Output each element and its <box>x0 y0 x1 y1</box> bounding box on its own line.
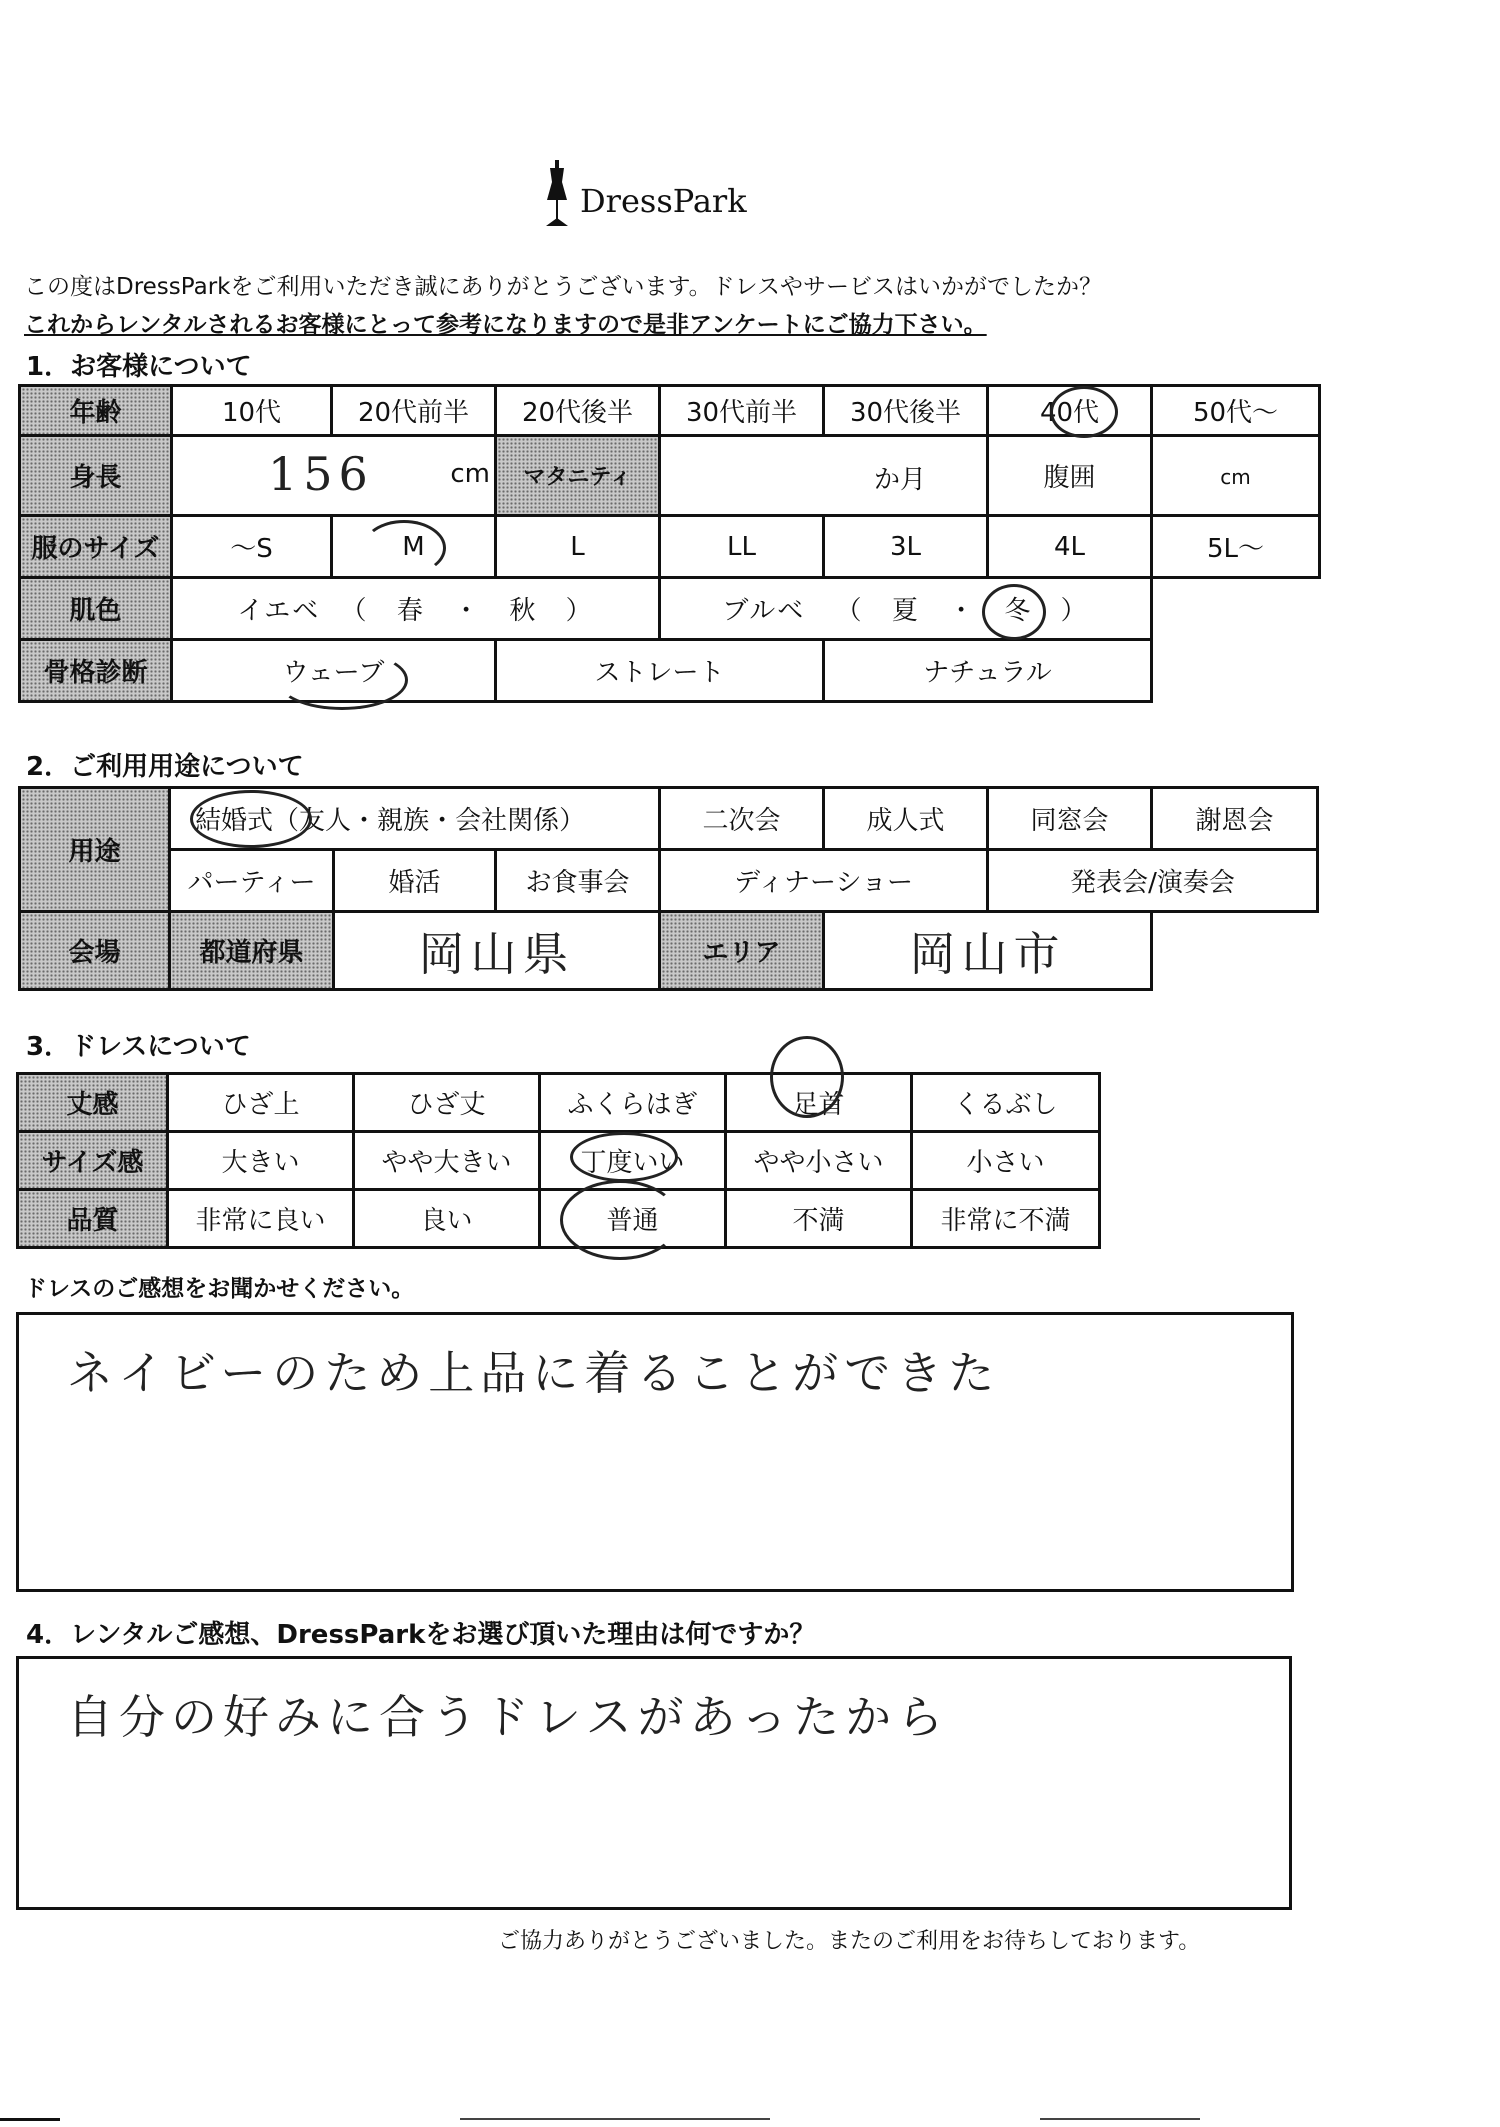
dot: ・ <box>453 596 482 626</box>
length-option[interactable]: ふくらはぎ <box>540 1074 726 1132</box>
purpose-friend[interactable]: 友人 <box>299 806 352 836</box>
scan-line <box>460 2118 770 2120</box>
purpose-wedding[interactable]: 結婚式 <box>195 806 274 836</box>
purpose-option[interactable]: 成人式 <box>824 788 988 850</box>
reason-box[interactable] <box>16 1656 1292 1910</box>
purpose-option[interactable]: 二次会 <box>660 788 824 850</box>
age-option[interactable]: 20代後半 <box>496 386 660 436</box>
height-value: 156 <box>268 447 374 501</box>
paren: （ <box>273 806 300 836</box>
reason-text: 自分の好みに合うドレスがあったから <box>67 1690 950 1744</box>
purpose-option[interactable]: 謝恩会 <box>1152 788 1318 850</box>
intro-line-2: これからレンタルされるお客様にとって参考になりますので是非アンケートにご協力下さい。 <box>24 312 987 338</box>
brand-name: DressPark <box>580 182 747 220</box>
skin-label: 肌色 <box>20 578 172 640</box>
age-option[interactable]: 20代前半 <box>332 386 496 436</box>
size-option[interactable]: 4L <box>988 516 1152 578</box>
waist-unit: cm <box>1220 464 1251 489</box>
fit-option-selected[interactable]: 丁度いい <box>540 1132 726 1190</box>
dot: ・ <box>948 596 977 626</box>
purpose-label: 用途 <box>20 788 170 912</box>
frame-label: 骨格診断 <box>20 640 172 702</box>
fit-option[interactable]: 小さい <box>912 1132 1100 1190</box>
purpose-option[interactable]: 発表会/演奏会 <box>988 850 1318 912</box>
age-option[interactable]: 30代前半 <box>660 386 824 436</box>
skin-yellow-cell[interactable] <box>172 578 660 640</box>
dress-table <box>16 1072 1101 1249</box>
area-label: エリア <box>660 912 824 990</box>
paren: ） <box>1060 596 1089 626</box>
circle-mark-size <box>362 520 446 576</box>
skin-yellow: イエベ <box>237 596 321 626</box>
purpose-option[interactable]: 同窓会 <box>988 788 1152 850</box>
size-option[interactable]: LL <box>660 516 824 578</box>
circle-mark-frame <box>276 650 408 710</box>
empty-cell <box>1152 912 1318 990</box>
age-option[interactable]: 30代後半 <box>824 386 988 436</box>
circle-mark-length <box>770 1036 844 1118</box>
brand-logo <box>540 160 780 230</box>
area-cell[interactable] <box>824 912 1152 990</box>
frame-option-selected[interactable]: ウェーブ <box>172 640 496 702</box>
age-option-selected[interactable]: 40代 <box>988 386 1152 436</box>
paren: （ <box>340 596 369 626</box>
section-1-title: 1．お客様について <box>26 352 252 382</box>
scan-line <box>1040 2118 1200 2120</box>
age-option[interactable]: 50代〜 <box>1152 386 1320 436</box>
venue-label: 会場 <box>20 912 170 990</box>
frame-option[interactable]: ストレート <box>496 640 824 702</box>
quality-option[interactable]: 非常に良い <box>168 1190 354 1248</box>
waist-label: 腹囲 <box>988 436 1152 516</box>
waist-cell[interactable] <box>1152 436 1320 516</box>
fit-option[interactable]: やや小さい <box>726 1132 912 1190</box>
circle-mark-quality <box>560 1180 680 1260</box>
skin-spring[interactable]: 春 <box>396 596 425 626</box>
scan-line <box>0 2118 60 2121</box>
size-option[interactable]: 〜S <box>172 516 332 578</box>
quality-option-selected[interactable]: 普通 <box>540 1190 726 1248</box>
length-option-selected[interactable]: 足首 <box>726 1074 912 1132</box>
area-value: 岡山市 <box>909 926 1066 981</box>
frame-option[interactable]: ナチュラル <box>824 640 1152 702</box>
paren: （ <box>835 596 864 626</box>
intro-line-1: この度はDressParkをご利用いただき誠にありがとうございます。ドレスやサービスはいかがでしたか？ <box>24 274 1102 300</box>
prefecture-value: 岡山県 <box>418 926 575 981</box>
section-2-title: 2．ご利用用途について <box>26 752 304 782</box>
height-cell[interactable] <box>172 436 496 516</box>
skin-blue-cell[interactable] <box>660 578 1152 640</box>
purpose-option[interactable]: 婚活 <box>334 850 496 912</box>
height-label: 身長 <box>20 436 172 516</box>
height-unit: cm <box>450 459 490 489</box>
prefecture-cell[interactable] <box>334 912 660 990</box>
age-option[interactable]: 10代 <box>172 386 332 436</box>
quality-label: 品質 <box>18 1190 168 1248</box>
maternity-cell[interactable] <box>660 436 988 516</box>
months-unit: か月 <box>873 465 926 495</box>
empty-cell <box>1152 578 1320 640</box>
length-option[interactable]: ひざ上 <box>168 1074 354 1132</box>
circle-mark-age <box>1050 386 1118 438</box>
quality-option[interactable]: 不満 <box>726 1190 912 1248</box>
section-4-title: 4．レンタルご感想、DressParkをお選び頂いた理由は何ですか？ <box>26 1620 816 1650</box>
comment-box[interactable] <box>16 1312 1294 1592</box>
length-option[interactable]: くるぶし <box>912 1074 1100 1132</box>
purpose-option[interactable]: お食事会 <box>496 850 660 912</box>
prefecture-label: 都道府県 <box>170 912 334 990</box>
purpose-option[interactable]: パーティー <box>170 850 334 912</box>
dress-form-icon <box>540 160 574 230</box>
quality-option[interactable]: 良い <box>354 1190 540 1248</box>
skin-winter[interactable]: 冬 <box>1004 596 1033 626</box>
comment-prompt: ドレスのご感想をお聞かせください。 <box>24 1276 415 1302</box>
fit-option[interactable]: 大きい <box>168 1132 354 1190</box>
purpose-option[interactable]: ディナーショー <box>660 850 988 912</box>
purpose-company[interactable]: ・会社関係 <box>429 806 560 836</box>
maternity-label: マタニティ <box>496 436 660 516</box>
circle-mark-skin <box>982 584 1046 640</box>
circle-mark-fit <box>570 1132 678 1182</box>
skin-blue: ブルベ <box>722 596 806 626</box>
size-option[interactable]: 3L <box>824 516 988 578</box>
purpose-family[interactable]: 親族 <box>377 806 430 836</box>
length-option[interactable]: ひざ丈 <box>354 1074 540 1132</box>
fit-option[interactable]: やや大きい <box>354 1132 540 1190</box>
paren: ） <box>565 596 594 626</box>
skin-summer[interactable]: 夏 <box>891 596 920 626</box>
customer-table <box>18 384 1321 703</box>
fit-label: サイズ感 <box>18 1132 168 1190</box>
paren: ） <box>559 806 586 836</box>
quality-option[interactable]: 非常に不満 <box>912 1190 1100 1248</box>
comment-text: ネイビーのため上品に着ることができた <box>67 1346 1001 1400</box>
footer-thanks: ご協力ありがとうございました。またのご利用をお待ちしております。 <box>498 1929 1201 1954</box>
size-option[interactable]: L <box>496 516 660 578</box>
size-option-selected[interactable]: M <box>332 516 496 578</box>
dot: ・ <box>351 806 378 836</box>
length-label: 丈感 <box>18 1074 168 1132</box>
circle-mark-purpose <box>190 790 312 848</box>
skin-autumn[interactable]: 秋 <box>509 596 538 626</box>
age-label: 年齢 <box>20 386 172 436</box>
section-3-title: 3．ドレスについて <box>26 1032 251 1062</box>
size-label: 服のサイズ <box>20 516 172 578</box>
size-option[interactable]: 5L〜 <box>1152 516 1320 578</box>
empty-cell <box>1152 640 1320 702</box>
